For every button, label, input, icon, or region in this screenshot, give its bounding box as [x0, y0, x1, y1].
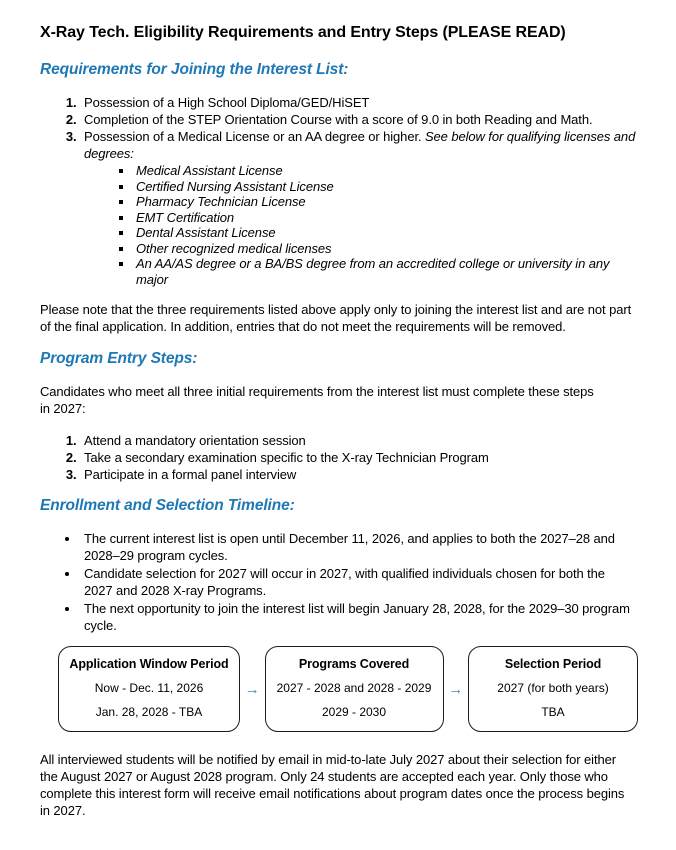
timeline-bullet	[80, 600, 636, 634]
requirements-list	[40, 94, 636, 287]
entry-step-text: Take a secondary examination specific to the X-ray Technician Program	[84, 450, 489, 465]
timeline-box-application-window	[58, 646, 240, 732]
license-item-text: Certified Nursing Assistant License	[136, 178, 334, 194]
requirements-note: Please note that the three requirements listed above apply only to joining the interest list and are not part of the final application. In addition, entries that do not meet the requirements will be removed.	[40, 302, 632, 334]
timeline-box-line: Now - Dec. 11, 2026	[94, 681, 204, 695]
timeline-diagram	[58, 646, 638, 732]
page-title: X-Ray Tech. Eligibility Requirements and Entry Steps (PLEASE READ)	[40, 24, 566, 41]
entry-step-item	[80, 466, 636, 483]
entry-step-item	[80, 449, 636, 466]
timeline-bullet	[80, 530, 636, 564]
entry-step-text: Participate in a formal panel interview	[84, 467, 297, 482]
requirement-item	[80, 94, 636, 111]
requirement-item-text: Completion of the STEP Orientation Course with a score of 9.0 in both Reading and Math.	[84, 112, 593, 127]
license-item-text: Medical Assistant License	[136, 163, 283, 178]
qualifying-licenses-list	[84, 163, 636, 287]
requirement-item-italic-note: See below for qualifying licenses and degrees:	[84, 129, 636, 161]
section-heading-timeline: Enrollment and Selection Timeline:	[40, 497, 295, 514]
requirement-item-text: Possession of a High School Diploma/GED/HiSET	[84, 95, 370, 110]
section-heading-requirements: Requirements for Joining the Interest List:	[40, 61, 349, 78]
right-arrow-icon: →	[448, 680, 464, 698]
license-item	[134, 241, 636, 257]
entry-step-text: Attend a mandatory orientation session	[84, 433, 306, 448]
requirement-item	[80, 128, 636, 287]
timeline-box-line: TBA	[541, 705, 565, 719]
timeline-box-title: Application Window Period	[69, 657, 229, 671]
license-item	[134, 194, 636, 210]
timeline-bullet-text: The next opportunity to join the interest list will begin January 28, 2028, for the 2029–30 program cycle.	[84, 601, 630, 633]
entry-steps-intro: Candidates who meet all three initial requirements from the interest list must complete these steps in 2027:	[40, 384, 594, 416]
timeline-bullet-text: The current interest list is open until December 11, 2026, and applies to both the 2027–28 and 2028–29 program cycles.	[84, 531, 615, 563]
requirement-item	[80, 111, 636, 128]
license-item	[134, 225, 636, 241]
right-arrow-icon: →	[244, 680, 260, 698]
entry-steps-list	[40, 432, 636, 483]
timeline-bullet	[80, 565, 636, 599]
timeline-bullet-list	[40, 530, 636, 634]
timeline-box-line: 2027 - 2028 and 2028 - 2029	[276, 681, 432, 695]
entry-step-item	[80, 432, 636, 449]
license-item	[134, 210, 636, 226]
timeline-bullet-text: Candidate selection for 2027 will occur in 2027, with qualified individuals chosen for both the 2027 and 2028 X-ray Programs.	[84, 566, 605, 598]
footer-note: All interviewed students will be notified by email in mid-to-late July 2027 about their selection for either the August 2027 or August 2028 program. Only 24 students are accepted each year. Only those who complete this interest form will receive email notifications about program dates once the process begins in 2027.	[40, 752, 625, 818]
license-item-text: Pharmacy Technician License	[136, 194, 306, 209]
section-heading-entry-steps: Program Entry Steps:	[40, 350, 198, 367]
timeline-box-line: 2027 (for both years)	[497, 681, 609, 695]
license-item	[134, 256, 636, 287]
license-item-text: Other recognized medical licenses	[136, 240, 332, 256]
timeline-box-title: Programs Covered	[298, 657, 410, 671]
timeline-box-line: 2029 - 2030	[321, 705, 387, 719]
license-item-text: Dental Assistant License	[136, 225, 276, 240]
requirement-item-text: Possession of a Medical License or an AA degree or higher.	[84, 129, 425, 144]
timeline-box-title: Selection Period	[504, 657, 602, 671]
timeline-box-line: Jan. 28, 2028 - TBA	[95, 705, 203, 719]
license-item-text: An AA/AS degree or a BA/BS degree from an accredited college or university in any major	[136, 256, 610, 287]
timeline-box-programs-covered	[265, 646, 444, 732]
license-item-text: EMT Certification	[136, 209, 234, 225]
timeline-box-selection-period	[468, 646, 638, 732]
license-item	[134, 163, 636, 179]
license-item	[134, 179, 636, 195]
